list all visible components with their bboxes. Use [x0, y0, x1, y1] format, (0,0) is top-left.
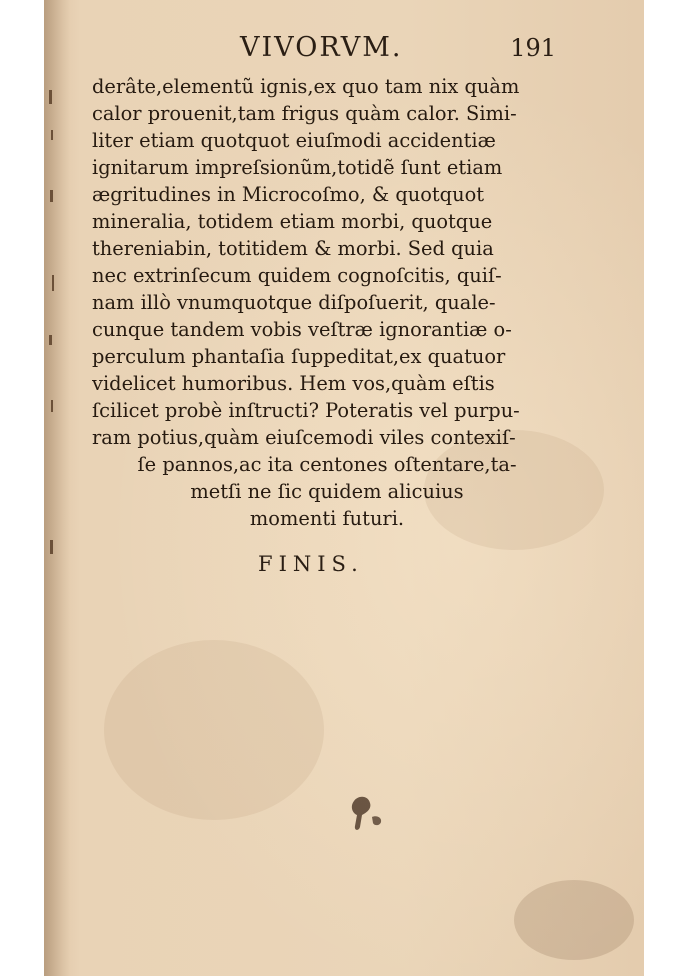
- text-line: derâte,elementũ ignis,ex quo tam nix quàm: [92, 75, 520, 98]
- text-line: perculum phantaſia ſuppeditat,ex quatuor: [92, 345, 506, 368]
- text-line: thereniabin, totitidem & morbi. Sed quia: [92, 237, 494, 260]
- paper-stain: [104, 640, 324, 820]
- text-line: calor prouenit,tam frigus quàm calor. Simi-: [92, 102, 517, 125]
- text-line: ignitarum impreſsionũm,totidẽ ſunt etiam: [92, 156, 503, 179]
- running-title: VIVORVM.: [240, 32, 403, 63]
- text-line: cunque tandem vobis veſtræ ignorantiæ o-: [92, 318, 512, 341]
- text-line: ſcilicet probè inſtructi? Poteratis vel purpu-: [92, 399, 520, 422]
- body-text: [92, 73, 562, 532]
- margin-bleed-marks: [46, 70, 60, 570]
- book-page: [44, 0, 644, 976]
- text-line: metſi ne ſic quidem alicuius: [190, 480, 464, 503]
- page-number: 191: [510, 34, 556, 62]
- text-line: mineralia, totidem etiam morbi, quotque: [92, 210, 493, 233]
- text-line: ſe pannos,ac ita centones oſtentare,ta-: [137, 453, 517, 476]
- text-line: ægritudines in Microcoſmo, & quotquot: [92, 183, 485, 206]
- text-line: ram potius,quàm eiuſcemodi viles contexiſ-: [92, 426, 516, 449]
- page-header: [44, 24, 644, 64]
- text-line: liter etiam quotquot eiuſmodi accidentiæ: [92, 129, 496, 152]
- text-line: nec extrinſecum quidem cognoſcitis, quiſ-: [92, 264, 502, 287]
- text-line: momenti futuri.: [249, 507, 405, 530]
- ink-blot-ornament: [344, 793, 390, 839]
- paper-stain: [514, 880, 634, 960]
- text-line: videlicet humoribus. Hem vos,quàm eſtis: [92, 372, 495, 395]
- text-line: nam illò vnumquotque diſpoſuerit, quale-: [92, 291, 496, 314]
- finis-heading: FINIS.: [258, 552, 364, 576]
